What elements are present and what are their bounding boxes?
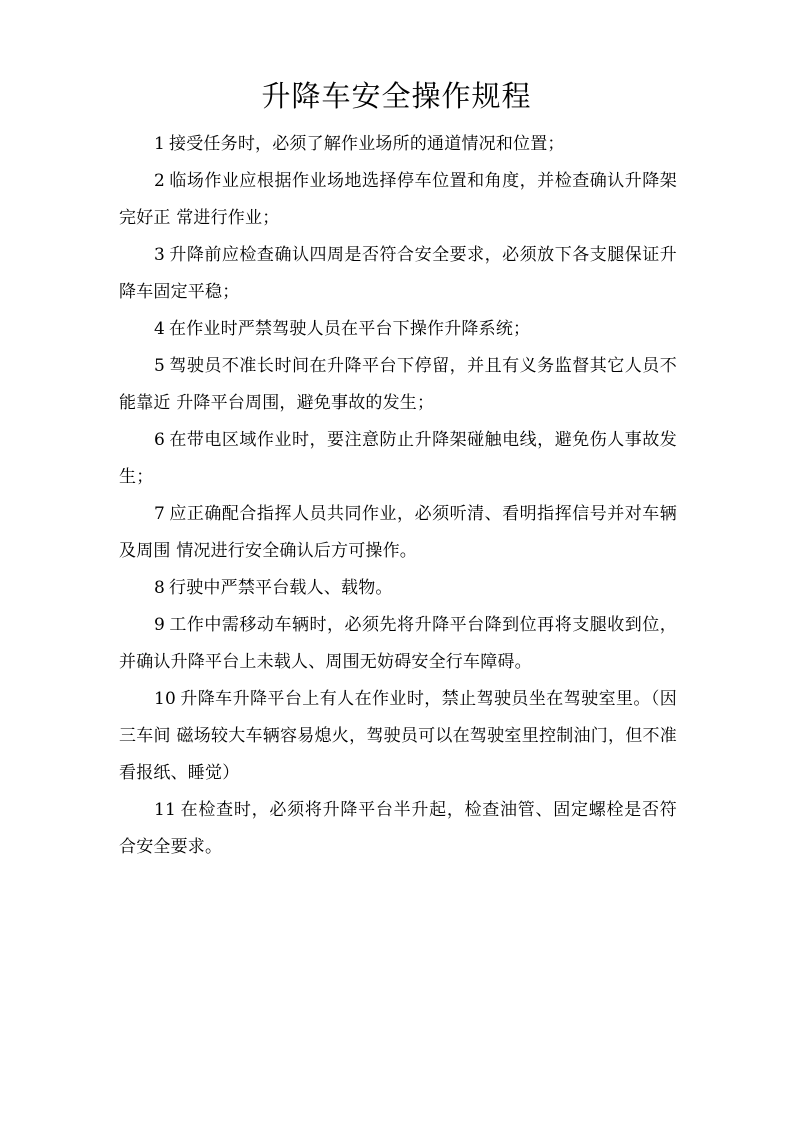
rule-paragraph-7 xyxy=(119,496,677,570)
rule-number: 8 xyxy=(154,578,166,598)
rule-number: 5 xyxy=(154,356,166,376)
rule-paragraph-2 xyxy=(119,163,677,237)
rule-number: 6 xyxy=(154,430,166,450)
rule-text: 驾驶员不准长时间在升降平台下停留，并且有义务监督其它人员不能靠近 升降平台周围，避免事故的发生； xyxy=(119,356,677,413)
rule-paragraph-1 xyxy=(119,126,677,163)
rule-paragraph-9 xyxy=(119,607,677,681)
rule-text: 应正确配合指挥人员共同作业，必须听清、看明指挥信号并对车辆及周围 情况进行安全确认后方可操作。 xyxy=(119,504,677,561)
rule-paragraph-3 xyxy=(119,237,677,311)
rule-paragraph-5 xyxy=(119,348,677,422)
rule-number: 3 xyxy=(154,245,166,265)
rule-text: 临场作业应根据作业场地选择停车位置和角度，并检查确认升降架完好正 常进行作业； xyxy=(119,171,677,228)
rule-text: 升降前应检查确认四周是否符合安全要求，必须放下各支腿保证升降车固定平稳； xyxy=(119,245,677,302)
rule-text: 在作业时严禁驾驶人员在平台下操作升降系统； xyxy=(169,319,531,339)
rule-text: 工作中需移动车辆时，必须先将升降平台降到位再将支腿收到位，并确认升降平台上未载人、周围无妨碍安全行车障碍。 xyxy=(119,615,677,672)
rule-number: 4 xyxy=(154,319,166,339)
rule-number: 1 xyxy=(154,134,166,154)
rule-text: 在检查时，必须将升降平台半升起，检查油管、固定螺栓是否符合安全要求。 xyxy=(119,800,677,857)
rule-number: 10 xyxy=(154,689,177,709)
rule-number: 2 xyxy=(154,171,166,191)
rule-paragraph-6 xyxy=(119,422,677,496)
rule-number: 11 xyxy=(154,800,177,820)
rule-text: 行驶中严禁平台载人、载物。 xyxy=(169,578,393,598)
document-title: 升降车安全操作规程 xyxy=(261,79,532,113)
document-body xyxy=(119,126,677,866)
rule-number: 7 xyxy=(154,504,166,524)
rule-text: 接受任务时，必须了解作业场所的通道情况和位置； xyxy=(169,134,565,154)
rule-text: 在带电区域作业时，要注意防止升降架碰触电线，避免伤人事故发生； xyxy=(119,430,677,487)
rule-paragraph-11 xyxy=(119,792,677,866)
rule-paragraph-4 xyxy=(119,311,677,348)
rule-text: 升降车升降平台上有人在作业时，禁止驾驶员坐在驾驶室里。（因三车间 磁场较大车辆容易熄火，驾驶员可以在驾驶室里控制油门，但不准看报纸、睡觉） xyxy=(119,689,677,783)
rule-number: 9 xyxy=(154,615,166,635)
rule-paragraph-10 xyxy=(119,681,677,792)
rule-paragraph-8 xyxy=(119,570,677,607)
